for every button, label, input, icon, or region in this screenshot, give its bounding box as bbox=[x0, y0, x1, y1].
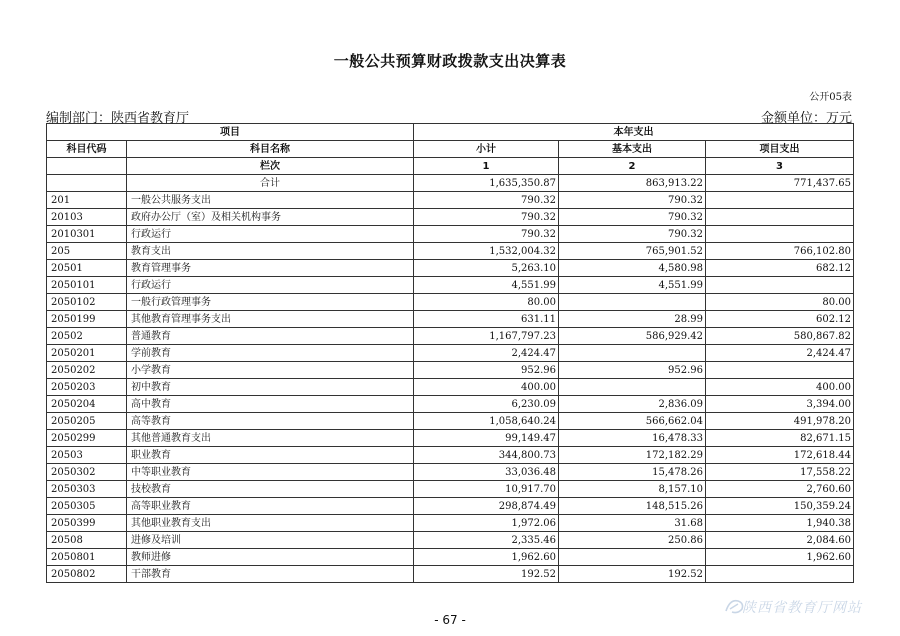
watermark-text: 陕西省教育厅网站 bbox=[742, 600, 862, 616]
cell-basic: 566,662.04 bbox=[559, 413, 706, 430]
cell-basic: 765,901.52 bbox=[559, 243, 706, 260]
cell-subtotal: 1,635,350.87 bbox=[414, 175, 559, 192]
cell-basic: 586,929.42 bbox=[559, 328, 706, 345]
header-subtotal: 小计 bbox=[414, 141, 559, 158]
cell-project: 2,084.60 bbox=[706, 532, 854, 549]
cell-project: 17,558.22 bbox=[706, 464, 854, 481]
cell-name: 其他职业教育支出 bbox=[127, 515, 414, 532]
table-row bbox=[47, 209, 854, 226]
cell-name: 高中教育 bbox=[127, 396, 414, 413]
cell-subtotal: 344,800.73 bbox=[414, 447, 559, 464]
cell-code: 2050204 bbox=[47, 396, 127, 413]
table-row bbox=[47, 362, 854, 379]
header-blank bbox=[47, 158, 127, 175]
table-row bbox=[47, 192, 854, 209]
header-basic: 基本支出 bbox=[559, 141, 706, 158]
cell-code: 2050102 bbox=[47, 294, 127, 311]
cell-name: 其他普通教育支出 bbox=[127, 430, 414, 447]
budget-table bbox=[46, 123, 854, 583]
cell-code: 201 bbox=[47, 192, 127, 209]
cell-name: 职业教育 bbox=[127, 447, 414, 464]
cell-basic: 15,478.26 bbox=[559, 464, 706, 481]
cell-name: 进修及培训 bbox=[127, 532, 414, 549]
cell-name: 其他教育管理事务支出 bbox=[127, 311, 414, 328]
amount-unit: 金额单位：万元 bbox=[760, 111, 852, 126]
cell-basic: 8,157.10 bbox=[559, 481, 706, 498]
cell-name: 学前教育 bbox=[127, 345, 414, 362]
cell-name: 技校教育 bbox=[127, 481, 414, 498]
header-row-3 bbox=[47, 158, 854, 175]
cell-code: 2050399 bbox=[47, 515, 127, 532]
table-header bbox=[47, 124, 854, 175]
cell-basic bbox=[559, 345, 706, 362]
cell-subtotal: 1,532,004.32 bbox=[414, 243, 559, 260]
cell-name: 行政运行 bbox=[127, 226, 414, 243]
header-name: 科目名称 bbox=[127, 141, 414, 158]
table-row bbox=[47, 345, 854, 362]
cell-code: 2050299 bbox=[47, 430, 127, 447]
table-row bbox=[47, 311, 854, 328]
cell-subtotal: 5,263.10 bbox=[414, 260, 559, 277]
header-col-1: 1 bbox=[414, 158, 559, 175]
form-code: 公开05表 bbox=[809, 92, 852, 103]
cell-subtotal: 790.32 bbox=[414, 209, 559, 226]
cell-subtotal: 1,962.60 bbox=[414, 549, 559, 566]
header-col-3: 3 bbox=[706, 158, 854, 175]
header-project-expense: 项目支出 bbox=[706, 141, 854, 158]
cell-project: 172,618.44 bbox=[706, 447, 854, 464]
header-row-2 bbox=[47, 141, 854, 158]
header-code: 科目代码 bbox=[47, 141, 127, 158]
cell-name: 高等职业教育 bbox=[127, 498, 414, 515]
cell-name: 合计 bbox=[127, 175, 414, 192]
table-row bbox=[47, 413, 854, 430]
cell-basic: 31.68 bbox=[559, 515, 706, 532]
cell-basic: 863,913.22 bbox=[559, 175, 706, 192]
table-row bbox=[47, 566, 854, 583]
cell-subtotal: 790.32 bbox=[414, 226, 559, 243]
cell-subtotal: 298,874.49 bbox=[414, 498, 559, 515]
cell-subtotal: 1,972.06 bbox=[414, 515, 559, 532]
cell-basic: 4,551.99 bbox=[559, 277, 706, 294]
cell-project: 82,671.15 bbox=[706, 430, 854, 447]
header-col-2: 2 bbox=[559, 158, 706, 175]
compiling-department: 编制部门：陕西省教育厅 bbox=[46, 111, 190, 126]
cell-basic: 2,836.09 bbox=[559, 396, 706, 413]
table-row bbox=[47, 430, 854, 447]
cell-project bbox=[706, 362, 854, 379]
cell-project: 602.12 bbox=[706, 311, 854, 328]
table-row bbox=[47, 464, 854, 481]
cell-name: 高等教育 bbox=[127, 413, 414, 430]
cell-code: 20103 bbox=[47, 209, 127, 226]
cell-name: 行政运行 bbox=[127, 277, 414, 294]
cell-subtotal: 33,036.48 bbox=[414, 464, 559, 481]
cell-subtotal: 1,167,797.23 bbox=[414, 328, 559, 345]
cell-name: 中等职业教育 bbox=[127, 464, 414, 481]
cell-name: 一般行政管理事务 bbox=[127, 294, 414, 311]
table-row bbox=[47, 396, 854, 413]
cell-code: 20501 bbox=[47, 260, 127, 277]
cell-code: 2010301 bbox=[47, 226, 127, 243]
cell-code: 2050802 bbox=[47, 566, 127, 583]
cell-code: 2050199 bbox=[47, 311, 127, 328]
cell-code: 20508 bbox=[47, 532, 127, 549]
cell-subtotal: 1,058,640.24 bbox=[414, 413, 559, 430]
cell-subtotal: 2,335.46 bbox=[414, 532, 559, 549]
table-row bbox=[47, 481, 854, 498]
cell-basic: 28.99 bbox=[559, 311, 706, 328]
cell-basic: 952.96 bbox=[559, 362, 706, 379]
cell-subtotal: 10,917.70 bbox=[414, 481, 559, 498]
cell-project bbox=[706, 277, 854, 294]
cell-project: 771,437.65 bbox=[706, 175, 854, 192]
cell-name: 政府办公厅（室）及相关机构事务 bbox=[127, 209, 414, 226]
table-row bbox=[47, 498, 854, 515]
report-title: 一般公共预算财政拨款支出决算表 bbox=[333, 52, 567, 70]
cell-project bbox=[706, 192, 854, 209]
table-body bbox=[47, 175, 854, 583]
cell-project: 2,760.60 bbox=[706, 481, 854, 498]
cell-subtotal: 400.00 bbox=[414, 379, 559, 396]
cell-basic: 790.32 bbox=[559, 226, 706, 243]
table-row bbox=[47, 328, 854, 345]
header-current-year: 本年支出 bbox=[414, 124, 854, 141]
cell-code: 2050205 bbox=[47, 413, 127, 430]
cell-code: 20503 bbox=[47, 447, 127, 464]
cell-basic: 16,478.33 bbox=[559, 430, 706, 447]
cell-name: 普通教育 bbox=[127, 328, 414, 345]
cell-code: 2050305 bbox=[47, 498, 127, 515]
cell-subtotal: 790.32 bbox=[414, 192, 559, 209]
header-row-1 bbox=[47, 124, 854, 141]
header-project: 项目 bbox=[47, 124, 414, 141]
cell-code: 20502 bbox=[47, 328, 127, 345]
cell-subtotal: 631.11 bbox=[414, 311, 559, 328]
table-row bbox=[47, 379, 854, 396]
cell-project: 2,424.47 bbox=[706, 345, 854, 362]
cell-project bbox=[706, 209, 854, 226]
cell-project: 3,394.00 bbox=[706, 396, 854, 413]
cell-basic: 148,515.26 bbox=[559, 498, 706, 515]
cell-project: 80.00 bbox=[706, 294, 854, 311]
cell-project: 580,867.82 bbox=[706, 328, 854, 345]
table-row bbox=[47, 260, 854, 277]
table-row bbox=[47, 549, 854, 566]
cell-name: 教师进修 bbox=[127, 549, 414, 566]
cell-basic: 172,182.29 bbox=[559, 447, 706, 464]
cell-subtotal: 952.96 bbox=[414, 362, 559, 379]
cell-project: 150,359.24 bbox=[706, 498, 854, 515]
cell-subtotal: 2,424.47 bbox=[414, 345, 559, 362]
table-row bbox=[47, 243, 854, 260]
cell-project: 682.12 bbox=[706, 260, 854, 277]
cell-basic: 790.32 bbox=[559, 209, 706, 226]
cell-code: 205 bbox=[47, 243, 127, 260]
cell-name: 一般公共服务支出 bbox=[127, 192, 414, 209]
cell-code: 2050303 bbox=[47, 481, 127, 498]
cell-code: 2050302 bbox=[47, 464, 127, 481]
table-row bbox=[47, 294, 854, 311]
cell-subtotal: 4,551.99 bbox=[414, 277, 559, 294]
cell-basic: 192.52 bbox=[559, 566, 706, 583]
cell-project: 400.00 bbox=[706, 379, 854, 396]
header-column-label: 栏次 bbox=[127, 158, 414, 175]
cell-code: 2050801 bbox=[47, 549, 127, 566]
cell-basic bbox=[559, 549, 706, 566]
cell-project bbox=[706, 226, 854, 243]
cell-basic bbox=[559, 379, 706, 396]
cell-project: 766,102.80 bbox=[706, 243, 854, 260]
cell-code: 2050203 bbox=[47, 379, 127, 396]
cell-project: 491,978.20 bbox=[706, 413, 854, 430]
cell-subtotal: 6,230.09 bbox=[414, 396, 559, 413]
cell-name: 小学教育 bbox=[127, 362, 414, 379]
cell-project bbox=[706, 566, 854, 583]
table-row bbox=[47, 532, 854, 549]
cell-name: 初中教育 bbox=[127, 379, 414, 396]
cell-basic bbox=[559, 294, 706, 311]
table-row bbox=[47, 277, 854, 294]
cell-project: 1,962.60 bbox=[706, 549, 854, 566]
table-row bbox=[47, 175, 854, 192]
cell-subtotal: 99,149.47 bbox=[414, 430, 559, 447]
page-number: - 67 - bbox=[434, 613, 466, 627]
cell-project: 1,940.38 bbox=[706, 515, 854, 532]
cell-basic: 250.86 bbox=[559, 532, 706, 549]
table-row bbox=[47, 226, 854, 243]
cell-name: 干部教育 bbox=[127, 566, 414, 583]
cell-basic: 4,580.98 bbox=[559, 260, 706, 277]
cell-code: 2050202 bbox=[47, 362, 127, 379]
table-row bbox=[47, 515, 854, 532]
cell-code: 2050101 bbox=[47, 277, 127, 294]
table-row bbox=[47, 447, 854, 464]
cell-code: 2050201 bbox=[47, 345, 127, 362]
cell-subtotal: 80.00 bbox=[414, 294, 559, 311]
cell-code bbox=[47, 175, 127, 192]
cell-name: 教育支出 bbox=[127, 243, 414, 260]
cell-name: 教育管理事务 bbox=[127, 260, 414, 277]
cell-subtotal: 192.52 bbox=[414, 566, 559, 583]
cell-basic: 790.32 bbox=[559, 192, 706, 209]
